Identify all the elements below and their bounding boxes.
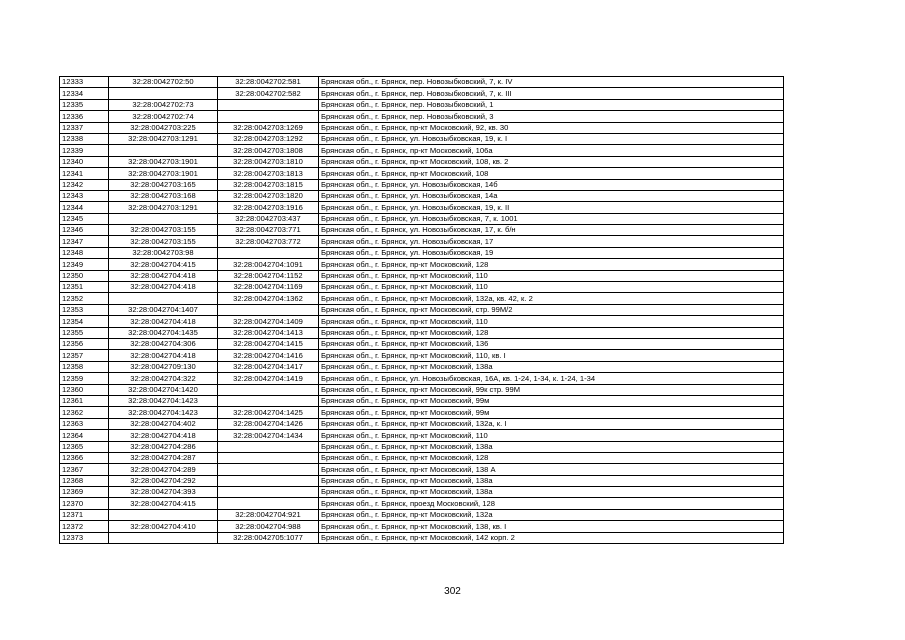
address-cell: Брянская обл., г. Брянск, пер. Новозыбковский, 7, к. IV <box>319 77 784 88</box>
address-cell: Брянская обл., г. Брянск, пр-кт Московский, 99м <box>319 407 784 418</box>
parcel-number-cell: 32:28:0042704:415 <box>109 259 218 270</box>
object-number-cell <box>218 475 319 486</box>
row-number-cell: 12339 <box>60 145 109 156</box>
table-row <box>60 521 784 532</box>
row-number-cell: 12336 <box>60 111 109 122</box>
parcel-number-cell <box>109 88 218 99</box>
object-number-cell: 32:28:0042704:1434 <box>218 430 319 441</box>
address-cell: Брянская обл., г. Брянск, пр-кт Московский, 138а <box>319 441 784 452</box>
address-cell: Брянская обл., г. Брянск, пр-кт Московский, 92, кв. 30 <box>319 122 784 133</box>
row-number-cell: 12365 <box>60 441 109 452</box>
address-cell: Брянская обл., г. Брянск, пр-кт Московский, 132а, к. I <box>319 418 784 429</box>
object-number-cell <box>218 452 319 463</box>
table-row <box>60 384 784 395</box>
row-number-cell: 12342 <box>60 179 109 190</box>
parcel-number-cell: 32:28:0042704:292 <box>109 475 218 486</box>
object-number-cell <box>218 464 319 475</box>
object-number-cell: 32:28:0042703:771 <box>218 225 319 236</box>
row-number-cell: 12341 <box>60 168 109 179</box>
row-number-cell: 12366 <box>60 452 109 463</box>
object-number-cell: 32:28:0042704:1362 <box>218 293 319 304</box>
row-number-cell: 12344 <box>60 202 109 213</box>
table-row <box>60 259 784 270</box>
object-number-cell: 32:28:0042703:1810 <box>218 156 319 167</box>
row-number-cell: 12372 <box>60 521 109 532</box>
parcel-number-cell: 32:28:0042703:225 <box>109 122 218 133</box>
row-number-cell: 12345 <box>60 213 109 224</box>
object-number-cell: 32:28:0042703:1292 <box>218 133 319 144</box>
row-number-cell: 12340 <box>60 156 109 167</box>
address-cell: Брянская обл., г. Брянск, пер. Новозыбковский, 7, к. III <box>319 88 784 99</box>
object-number-cell: 32:28:0042703:1808 <box>218 145 319 156</box>
address-cell: Брянская обл., г. Брянск, ул. Новозыбковская, 14а <box>319 190 784 201</box>
address-cell: Брянская обл., г. Брянск, пр-кт Московский, 110 <box>319 282 784 293</box>
row-number-cell: 12349 <box>60 259 109 270</box>
table-row <box>60 304 784 315</box>
object-number-cell <box>218 111 319 122</box>
object-number-cell <box>218 247 319 258</box>
address-cell: Брянская обл., г. Брянск, ул. Новозыбковская, 14б <box>319 179 784 190</box>
object-number-cell <box>218 395 319 406</box>
object-number-cell <box>218 99 319 110</box>
row-number-cell: 12355 <box>60 327 109 338</box>
parcel-number-cell: 32:28:0042704:418 <box>109 350 218 361</box>
parcel-number-cell: 32:28:0042703:1291 <box>109 202 218 213</box>
parcel-number-cell <box>109 509 218 520</box>
parcel-number-cell <box>109 213 218 224</box>
row-number-cell: 12353 <box>60 304 109 315</box>
object-number-cell: 32:28:0042703:1813 <box>218 168 319 179</box>
address-cell: Брянская обл., г. Брянск, пр-кт Московский, 110 <box>319 430 784 441</box>
object-number-cell <box>218 487 319 498</box>
page-number: 302 <box>444 586 461 597</box>
table-row <box>60 213 784 224</box>
parcel-number-cell: 32:28:0042704:306 <box>109 338 218 349</box>
address-cell: Брянская обл., г. Брянск, пр-кт Московский, 128 <box>319 327 784 338</box>
parcel-number-cell: 32:28:0042702:73 <box>109 99 218 110</box>
row-number-cell: 12370 <box>60 498 109 509</box>
address-cell: Брянская обл., г. Брянск, пр-кт Московский, 132а, кв. 42, к. 2 <box>319 293 784 304</box>
parcel-number-cell: 32:28:0042704:418 <box>109 282 218 293</box>
address-cell: Брянская обл., г. Брянск, пр-кт Московский, 110 <box>319 270 784 281</box>
address-cell: Брянская обл., г. Брянск, ул. Новозыбковская, 17, к. б/н <box>319 225 784 236</box>
parcel-number-cell: 32:28:0042704:289 <box>109 464 218 475</box>
row-number-cell: 12362 <box>60 407 109 418</box>
table-body <box>60 77 784 544</box>
object-number-cell: 32:28:0042704:1091 <box>218 259 319 270</box>
address-cell: Брянская обл., г. Брянск, пр-кт Московский, 136 <box>319 338 784 349</box>
object-number-cell: 32:28:0042702:582 <box>218 88 319 99</box>
object-number-cell <box>218 384 319 395</box>
row-number-cell: 12337 <box>60 122 109 133</box>
parcel-number-cell: 32:28:0042703:165 <box>109 179 218 190</box>
row-number-cell: 12352 <box>60 293 109 304</box>
row-number-cell: 12335 <box>60 99 109 110</box>
table-row <box>60 111 784 122</box>
row-number-cell: 12338 <box>60 133 109 144</box>
table-row <box>60 373 784 384</box>
address-cell: Брянская обл., г. Брянск, пр-кт Московский, стр. 99М/2 <box>319 304 784 315</box>
table-row <box>60 179 784 190</box>
parcel-number-cell: 32:28:0042704:1423 <box>109 407 218 418</box>
row-number-cell: 12358 <box>60 361 109 372</box>
row-number-cell: 12371 <box>60 509 109 520</box>
table-row <box>60 407 784 418</box>
table-row <box>60 532 784 543</box>
parcel-number-cell <box>109 293 218 304</box>
table-row <box>60 350 784 361</box>
parcel-number-cell <box>109 145 218 156</box>
row-number-cell: 12351 <box>60 282 109 293</box>
row-number-cell: 12347 <box>60 236 109 247</box>
table-row <box>60 487 784 498</box>
row-number-cell: 12333 <box>60 77 109 88</box>
row-number-cell: 12354 <box>60 316 109 327</box>
parcel-number-cell: 32:28:0042704:1423 <box>109 395 218 406</box>
table-row <box>60 77 784 88</box>
address-cell: Брянская обл., г. Брянск, ул. Новозыбковская, 7, к. 1001 <box>319 213 784 224</box>
row-number-cell: 12343 <box>60 190 109 201</box>
object-number-cell: 32:28:0042704:1426 <box>218 418 319 429</box>
address-cell: Брянская обл., г. Брянск, пр-кт Московский, 138 А <box>319 464 784 475</box>
table-row <box>60 464 784 475</box>
row-number-cell: 12367 <box>60 464 109 475</box>
row-number-cell: 12348 <box>60 247 109 258</box>
address-cell: Брянская обл., г. Брянск, пр-кт Московский, 99к стр. 99М <box>319 384 784 395</box>
address-cell: Брянская обл., г. Брянск, пр-кт Московский, 132а <box>319 509 784 520</box>
object-number-cell <box>218 441 319 452</box>
parcel-number-cell: 32:28:0042704:415 <box>109 498 218 509</box>
address-cell: Брянская обл., г. Брянск, ул. Новозыбковская, 16А, кв. 1-24, 1-34, к. 1-24, 1-34 <box>319 373 784 384</box>
parcel-number-cell: 32:28:0042703:168 <box>109 190 218 201</box>
table-row <box>60 418 784 429</box>
object-number-cell <box>218 304 319 315</box>
parcel-number-cell: 32:28:0042702:50 <box>109 77 218 88</box>
object-number-cell: 32:28:0042704:1416 <box>218 350 319 361</box>
address-cell: Брянская обл., г. Брянск, пр-кт Московский, 106а <box>319 145 784 156</box>
row-number-cell: 12364 <box>60 430 109 441</box>
table-row <box>60 270 784 281</box>
object-number-cell: 32:28:0042704:1415 <box>218 338 319 349</box>
address-cell: Брянская обл., г. Брянск, ул. Новозыбковская, 19, к. I <box>319 133 784 144</box>
row-number-cell: 12359 <box>60 373 109 384</box>
address-cell: Брянская обл., г. Брянск, ул. Новозыбковская, 19 <box>319 247 784 258</box>
address-cell: Брянская обл., г. Брянск, пр-кт Московский, 138а <box>319 361 784 372</box>
parcel-number-cell: 32:28:0042704:1435 <box>109 327 218 338</box>
row-number-cell: 12356 <box>60 338 109 349</box>
parcel-number-cell: 32:28:0042704:410 <box>109 521 218 532</box>
address-cell: Брянская обл., г. Брянск, пр-кт Московский, 110 <box>319 316 784 327</box>
object-number-cell: 32:28:0042704:1409 <box>218 316 319 327</box>
object-number-cell: 32:28:0042703:1815 <box>218 179 319 190</box>
object-number-cell: 32:28:0042703:437 <box>218 213 319 224</box>
address-cell: Брянская обл., г. Брянск, пр-кт Московский, 138а <box>319 487 784 498</box>
parcel-number-cell: 32:28:0042704:418 <box>109 316 218 327</box>
address-cell: Брянская обл., г. Брянск, пр-кт Московский, 99м <box>319 395 784 406</box>
table-row <box>60 133 784 144</box>
row-number-cell: 12361 <box>60 395 109 406</box>
table-row <box>60 122 784 133</box>
parcel-number-cell: 32:28:0042704:1407 <box>109 304 218 315</box>
parcel-number-cell: 32:28:0042704:1420 <box>109 384 218 395</box>
object-number-cell: 32:28:0042704:1425 <box>218 407 319 418</box>
parcel-number-cell: 32:28:0042703:98 <box>109 247 218 258</box>
address-cell: Брянская обл., г. Брянск, пр-кт Московский, 128 <box>319 259 784 270</box>
parcel-number-cell: 32:28:0042703:155 <box>109 236 218 247</box>
object-number-cell: 32:28:0042704:1413 <box>218 327 319 338</box>
parcel-number-cell <box>109 532 218 543</box>
object-number-cell: 32:28:0042704:988 <box>218 521 319 532</box>
address-cell: Брянская обл., г. Брянск, пр-кт Московский, 110, кв. I <box>319 350 784 361</box>
row-number-cell: 12373 <box>60 532 109 543</box>
parcel-number-cell: 32:28:0042704:393 <box>109 487 218 498</box>
table-row <box>60 441 784 452</box>
address-cell: Брянская обл., г. Брянск, пр-кт Московский, 138а <box>319 475 784 486</box>
table-row <box>60 247 784 258</box>
table-row <box>60 498 784 509</box>
address-cell: Брянская обл., г. Брянск, ул. Новозыбковская, 19, к. II <box>319 202 784 213</box>
object-number-cell: 32:28:0042703:1269 <box>218 122 319 133</box>
row-number-cell: 12350 <box>60 270 109 281</box>
parcel-number-cell: 32:28:0042704:402 <box>109 418 218 429</box>
object-number-cell: 32:28:0042703:1820 <box>218 190 319 201</box>
parcel-number-cell: 32:28:0042709:130 <box>109 361 218 372</box>
address-cell: Брянская обл., г. Брянск, пер. Новозыбковский, 3 <box>319 111 784 122</box>
address-cell: Брянская обл., г. Брянск, пр-кт Московский, 142 корп. 2 <box>319 532 784 543</box>
row-number-cell: 12360 <box>60 384 109 395</box>
object-number-cell: 32:28:0042704:1152 <box>218 270 319 281</box>
table-row <box>60 225 784 236</box>
parcel-number-cell: 32:28:0042704:418 <box>109 270 218 281</box>
address-cell: Брянская обл., г. Брянск, пр-кт Московский, 138, кв. I <box>319 521 784 532</box>
address-cell: Брянская обл., г. Брянск, пер. Новозыбковский, 1 <box>319 99 784 110</box>
address-cell: Брянская обл., г. Брянск, ул. Новозыбковская, 17 <box>319 236 784 247</box>
table-row <box>60 145 784 156</box>
object-number-cell: 32:28:0042702:581 <box>218 77 319 88</box>
object-number-cell: 32:28:0042703:1916 <box>218 202 319 213</box>
row-number-cell: 12357 <box>60 350 109 361</box>
table-row <box>60 316 784 327</box>
parcel-number-cell: 32:28:0042703:1901 <box>109 168 218 179</box>
parcel-number-cell: 32:28:0042702:74 <box>109 111 218 122</box>
address-cell: Брянская обл., г. Брянск, проезд Московский, 128 <box>319 498 784 509</box>
table-row <box>60 88 784 99</box>
table-row <box>60 190 784 201</box>
cadastral-table <box>59 76 784 544</box>
table-row <box>60 475 784 486</box>
row-number-cell: 12334 <box>60 88 109 99</box>
parcel-number-cell: 32:28:0042704:286 <box>109 441 218 452</box>
row-number-cell: 12363 <box>60 418 109 429</box>
table-row <box>60 338 784 349</box>
address-cell: Брянская обл., г. Брянск, пр-кт Московский, 128 <box>319 452 784 463</box>
object-number-cell: 32:28:0042704:1169 <box>218 282 319 293</box>
row-number-cell: 12346 <box>60 225 109 236</box>
table-row <box>60 202 784 213</box>
object-number-cell: 32:28:0042704:921 <box>218 509 319 520</box>
table-row <box>60 430 784 441</box>
parcel-number-cell: 32:28:0042703:155 <box>109 225 218 236</box>
row-number-cell: 12369 <box>60 487 109 498</box>
table-row <box>60 293 784 304</box>
object-number-cell: 32:28:0042704:1417 <box>218 361 319 372</box>
parcel-number-cell: 32:28:0042704:287 <box>109 452 218 463</box>
table-row <box>60 99 784 110</box>
address-cell: Брянская обл., г. Брянск, пр-кт Московский, 108 <box>319 168 784 179</box>
parcel-number-cell: 32:28:0042704:322 <box>109 373 218 384</box>
object-number-cell: 32:28:0042703:772 <box>218 236 319 247</box>
parcel-number-cell: 32:28:0042704:418 <box>109 430 218 441</box>
row-number-cell: 12368 <box>60 475 109 486</box>
parcel-number-cell: 32:28:0042703:1291 <box>109 133 218 144</box>
table-row <box>60 236 784 247</box>
object-number-cell: 32:28:0042705:1077 <box>218 532 319 543</box>
table-row <box>60 509 784 520</box>
table-row <box>60 452 784 463</box>
table-row <box>60 327 784 338</box>
table-row <box>60 361 784 372</box>
table-row <box>60 168 784 179</box>
table-row <box>60 282 784 293</box>
table-row <box>60 156 784 167</box>
parcel-number-cell: 32:28:0042703:1901 <box>109 156 218 167</box>
object-number-cell <box>218 498 319 509</box>
table-row <box>60 395 784 406</box>
object-number-cell: 32:28:0042704:1419 <box>218 373 319 384</box>
address-cell: Брянская обл., г. Брянск, пр-кт Московский, 108, кв. 2 <box>319 156 784 167</box>
